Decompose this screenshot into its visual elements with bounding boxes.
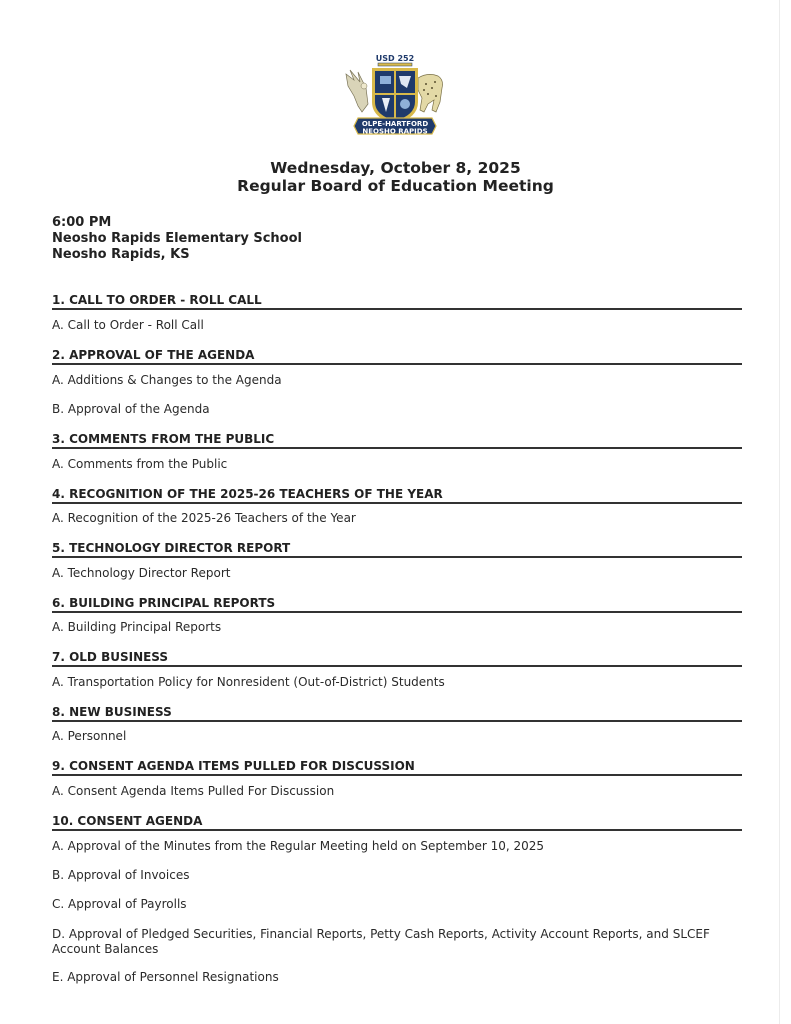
agenda-item: D. Approval of Pledged Securities, Financial Reports, Petty Cash Reports, Activity Account Reports, and SLCEF Account Balances	[52, 927, 710, 956]
meeting-details	[52, 215, 302, 263]
meeting-date: Wednesday, October 8, 2025	[270, 159, 521, 177]
page-edge-divider	[779, 0, 780, 1024]
section-heading-9: 9. CONSENT AGENDA ITEMS PULLED FOR DISCUSSION	[52, 759, 742, 776]
agenda-item: A. Recognition of the 2025-26 Teachers of the Year	[52, 511, 356, 525]
crest-icon	[340, 52, 450, 147]
section-heading-4: 4. RECOGNITION OF THE 2025-26 TEACHERS OF THE YEAR	[52, 487, 742, 504]
district-logo	[340, 52, 450, 147]
agenda-item: C. Approval of Payrolls	[52, 897, 187, 911]
logo-banner-text-1: OLPE-HARTFORD	[361, 120, 429, 128]
agenda-item: A. Additions & Changes to the Agenda	[52, 373, 282, 387]
agenda-item: E. Approval of Personnel Resignations	[52, 970, 279, 984]
agenda-item: A. Technology Director Report	[52, 566, 231, 580]
agenda-item: A. Comments from the Public	[52, 457, 228, 471]
section-heading-2: 2. APPROVAL OF THE AGENDA	[52, 348, 742, 365]
meeting-city: Neosho Rapids, KS	[52, 247, 190, 262]
meeting-type: Regular Board of Education Meeting	[237, 177, 554, 195]
section-heading-1: 1. CALL TO ORDER - ROLL CALL	[52, 293, 742, 310]
leopard-icon	[418, 74, 443, 112]
agenda-item: A. Transportation Policy for Nonresident (Out-of-District) Students	[52, 675, 445, 689]
logo-banner-text-2: NEOSHO RAPIDS	[362, 127, 428, 136]
meeting-time: 6:00 PM	[52, 215, 112, 230]
logo-top-text: USD 252	[375, 54, 415, 63]
meeting-title	[0, 159, 791, 195]
section-heading-3: 3. COMMENTS FROM THE PUBLIC	[52, 432, 742, 449]
logo-banner	[354, 118, 436, 136]
agenda-item: A. Call to Order - Roll Call	[52, 318, 204, 332]
section-heading-10: 10. CONSENT AGENDA	[52, 814, 742, 831]
shield-icon	[372, 68, 418, 124]
agenda-item: A. Building Principal Reports	[52, 620, 222, 634]
section-heading-6: 6. BUILDING PRINCIPAL REPORTS	[52, 596, 742, 613]
agenda-item: A. Consent Agenda Items Pulled For Discussion	[52, 784, 335, 798]
section-heading-7: 7. OLD BUSINESS	[52, 650, 742, 667]
agenda-item: A. Personnel	[52, 729, 127, 743]
eagle-icon	[346, 70, 368, 112]
agenda-item: A. Approval of the Minutes from the Regular Meeting held on September 10, 2025	[52, 839, 545, 853]
section-heading-8: 8. NEW BUSINESS	[52, 705, 742, 722]
meeting-location: Neosho Rapids Elementary School	[52, 231, 303, 246]
section-heading-5: 5. TECHNOLOGY DIRECTOR REPORT	[52, 541, 742, 558]
agenda-item: B. Approval of the Agenda	[52, 402, 210, 416]
agenda-item: B. Approval of Invoices	[52, 868, 190, 882]
